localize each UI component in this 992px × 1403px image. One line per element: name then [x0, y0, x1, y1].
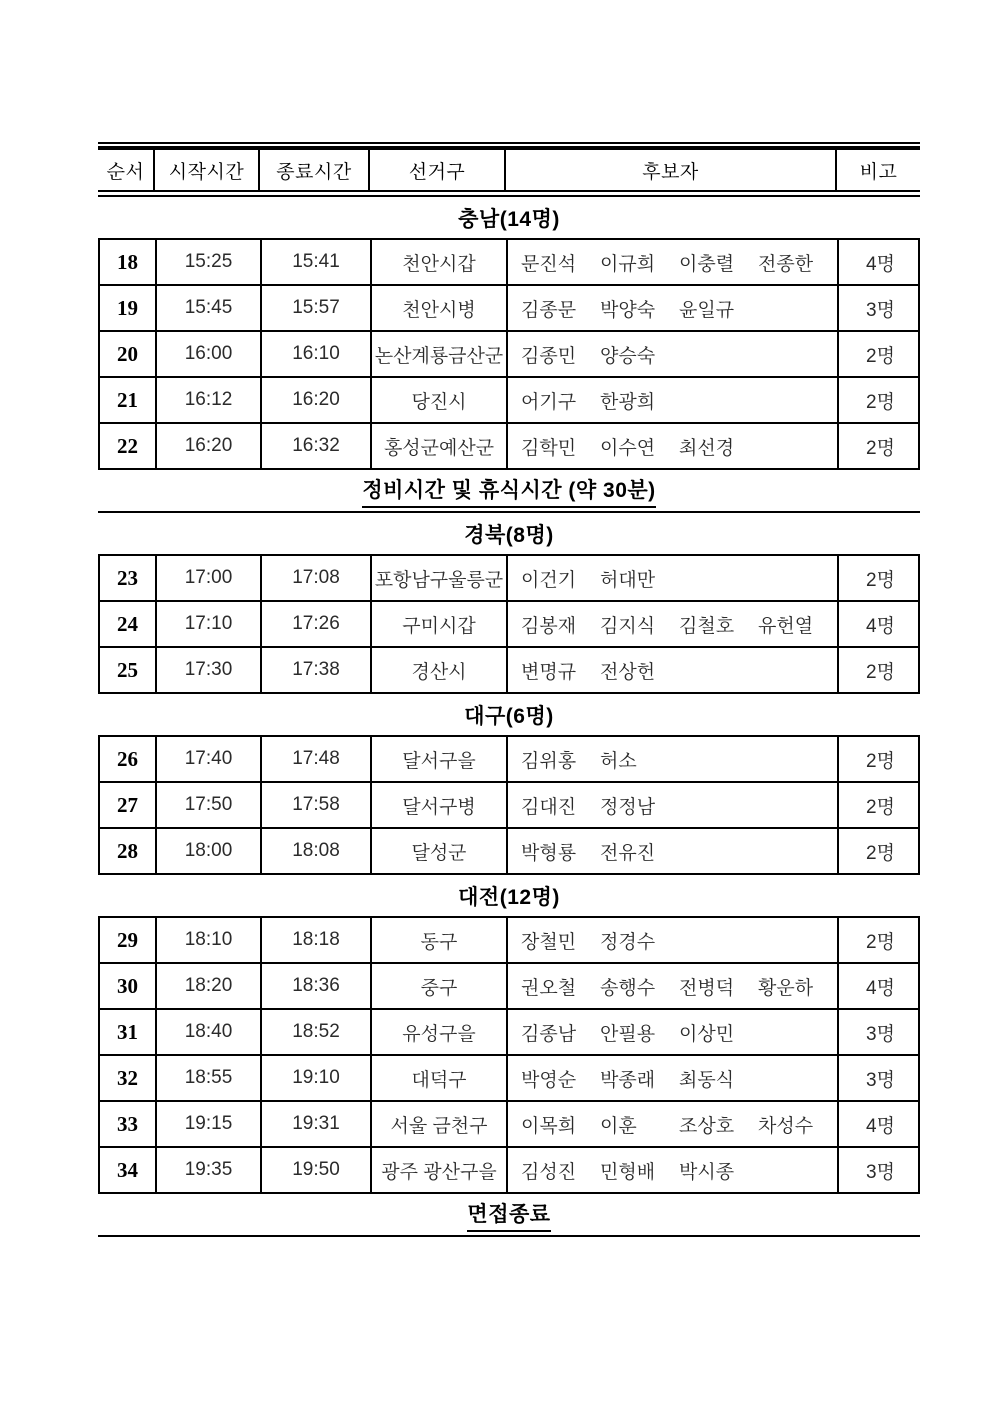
section-row [98, 470, 920, 513]
candidates-cell [506, 1148, 837, 1192]
start-time-cell: 18:20 [155, 964, 260, 1008]
header-bottom-rule [98, 190, 920, 197]
district-cell: 달성군 [370, 829, 506, 873]
district-cell: 서울 금천구 [370, 1102, 506, 1146]
start-time-cell: 18:40 [155, 1010, 260, 1054]
candidates-cell [506, 918, 837, 962]
order-cell: 26 [117, 746, 138, 771]
end-time-cell: 19:50 [260, 1148, 370, 1192]
candidate-name: 이목희 [521, 1115, 577, 1137]
candidates-cell [506, 829, 837, 873]
candidates-cell [506, 737, 837, 781]
table-row [98, 332, 920, 378]
district-cell: 광주 광산구을 [370, 1148, 506, 1192]
note-cell: 2명 [837, 829, 922, 873]
table-row [98, 602, 920, 648]
order-cell: 24 [117, 611, 138, 636]
start-time-cell: 15:45 [155, 286, 260, 330]
order-cell: 22 [117, 433, 138, 458]
candidate-name: 이훈 [600, 1115, 637, 1137]
order-cell: 29 [117, 927, 138, 952]
note-cell: 3명 [837, 1010, 922, 1054]
order-cell: 31 [117, 1019, 138, 1044]
note-cell: 4명 [837, 602, 922, 646]
table-top-rule [98, 142, 920, 150]
candidate-name: 어기구 [521, 391, 577, 413]
section-label: 경북(8명) [464, 523, 554, 547]
district-cell: 동구 [370, 918, 506, 962]
candidate-name: 전유진 [600, 842, 656, 864]
candidate-name: 이수연 [600, 437, 656, 459]
district-cell: 대덕구 [370, 1056, 506, 1100]
start-time-cell: 16:00 [155, 332, 260, 376]
candidates-cell [506, 964, 837, 1008]
end-time-cell: 16:32 [260, 424, 370, 468]
district-cell: 달서구을 [370, 737, 506, 781]
candidate-name: 이상민 [679, 1023, 735, 1045]
end-time-cell: 18:08 [260, 829, 370, 873]
order-cell: 20 [117, 341, 138, 366]
candidate-name: 차성수 [758, 1115, 814, 1137]
order-cell: 32 [117, 1065, 138, 1090]
candidates-cell [506, 602, 837, 646]
table-row [98, 829, 920, 875]
order-cell: 33 [117, 1111, 138, 1136]
table-row [98, 1056, 920, 1102]
candidate-name: 김학민 [521, 437, 577, 459]
end-time-cell: 17:58 [260, 783, 370, 827]
candidates-cell [506, 424, 837, 468]
candidate-name: 김봉재 [521, 615, 577, 637]
table-row [98, 240, 920, 286]
district-cell: 홍성군예산군 [370, 424, 506, 468]
end-time-cell: 18:52 [260, 1010, 370, 1054]
end-time-cell: 16:10 [260, 332, 370, 376]
section-label: 대전(12명) [458, 885, 560, 909]
section-row [98, 513, 920, 556]
section-row [98, 1194, 920, 1237]
candidate-name: 김종민 [521, 345, 577, 367]
candidate-name: 전병덕 [679, 977, 735, 999]
candidate-name: 민형배 [600, 1161, 656, 1183]
table-row [98, 424, 920, 470]
candidate-name: 허소 [600, 750, 637, 772]
section-label: 정비시간 및 휴식시간 (약 30분) [362, 474, 655, 508]
candidate-name: 박시종 [679, 1161, 735, 1183]
table-row [98, 964, 920, 1010]
candidate-name: 박영순 [521, 1069, 577, 1091]
candidate-name: 김지식 [600, 615, 656, 637]
candidate-name: 김성진 [521, 1161, 577, 1183]
candidate-name: 이건기 [521, 569, 577, 591]
note-cell: 4명 [837, 964, 922, 1008]
candidate-name: 박형룡 [521, 842, 577, 864]
order-cell: 30 [117, 973, 138, 998]
table-row [98, 286, 920, 332]
start-time-cell: 17:00 [155, 556, 260, 600]
district-cell: 중구 [370, 964, 506, 1008]
column-header-candidates: 후보자 [504, 150, 835, 190]
candidate-name: 권오철 [521, 977, 577, 999]
candidate-name: 최동식 [679, 1069, 735, 1091]
table-row [98, 1102, 920, 1148]
district-cell: 천안시병 [370, 286, 506, 330]
candidates-cell [506, 1010, 837, 1054]
order-cell: 25 [117, 657, 138, 682]
end-time-cell: 17:26 [260, 602, 370, 646]
note-cell: 3명 [837, 1056, 922, 1100]
candidate-name: 허대만 [600, 569, 656, 591]
candidate-name: 최선경 [679, 437, 735, 459]
table-row [98, 1010, 920, 1056]
order-cell: 21 [117, 387, 138, 412]
candidate-name: 유헌열 [758, 615, 814, 637]
note-cell: 3명 [837, 286, 922, 330]
table-row [98, 783, 920, 829]
start-time-cell: 18:55 [155, 1056, 260, 1100]
candidate-name: 문진석 [521, 253, 577, 275]
candidate-name: 정경수 [600, 931, 656, 953]
start-time-cell: 17:40 [155, 737, 260, 781]
end-time-cell: 17:48 [260, 737, 370, 781]
candidate-name: 윤일규 [679, 299, 735, 321]
table-row [98, 737, 920, 783]
order-cell: 19 [117, 295, 138, 320]
note-cell: 2명 [837, 918, 922, 962]
column-header-start: 시작시간 [153, 150, 258, 190]
end-time-cell: 19:31 [260, 1102, 370, 1146]
start-time-cell: 17:50 [155, 783, 260, 827]
note-cell: 2명 [837, 783, 922, 827]
start-time-cell: 18:00 [155, 829, 260, 873]
candidate-name: 박양숙 [600, 299, 656, 321]
end-time-cell: 18:18 [260, 918, 370, 962]
candidate-name: 조상호 [679, 1115, 735, 1137]
start-time-cell: 17:30 [155, 648, 260, 692]
column-header-district: 선거구 [368, 150, 504, 190]
note-cell: 2명 [837, 648, 922, 692]
interview-schedule-table [98, 142, 920, 1237]
district-cell: 유성구을 [370, 1010, 506, 1054]
candidate-name: 김위홍 [521, 750, 577, 772]
table-body [98, 197, 920, 1237]
district-cell: 논산계룡금산군 [370, 332, 506, 376]
candidate-name: 김대진 [521, 796, 577, 818]
candidates-cell [506, 556, 837, 600]
candidates-cell [506, 1102, 837, 1146]
end-time-cell: 18:36 [260, 964, 370, 1008]
column-header-end: 종료시간 [258, 150, 368, 190]
section-label: 대구(6명) [464, 704, 554, 728]
note-cell: 2명 [837, 378, 922, 422]
section-label: 충남(14명) [458, 207, 560, 231]
order-cell: 18 [117, 249, 138, 274]
end-time-cell: 15:41 [260, 240, 370, 284]
note-cell: 2명 [837, 424, 922, 468]
candidate-name: 전상헌 [600, 661, 656, 683]
column-header-order: 순서 [106, 161, 145, 183]
note-cell: 3명 [837, 1148, 922, 1192]
order-cell: 28 [117, 838, 138, 863]
end-time-cell: 19:10 [260, 1056, 370, 1100]
district-cell: 천안시갑 [370, 240, 506, 284]
table-header-row [98, 150, 920, 190]
start-time-cell: 15:25 [155, 240, 260, 284]
district-cell: 구미시갑 [370, 602, 506, 646]
district-cell: 경산시 [370, 648, 506, 692]
order-cell: 23 [117, 565, 138, 590]
start-time-cell: 16:12 [155, 378, 260, 422]
start-time-cell: 19:15 [155, 1102, 260, 1146]
section-row [98, 875, 920, 918]
note-cell: 4명 [837, 240, 922, 284]
table-row [98, 378, 920, 424]
candidate-name: 황운하 [758, 977, 814, 999]
candidates-cell [506, 286, 837, 330]
candidates-cell [506, 378, 837, 422]
start-time-cell: 17:10 [155, 602, 260, 646]
note-cell: 4명 [837, 1102, 922, 1146]
candidate-name: 김종문 [521, 299, 577, 321]
end-time-cell: 15:57 [260, 286, 370, 330]
candidate-name: 장철민 [521, 931, 577, 953]
table-row [98, 918, 920, 964]
note-cell: 2명 [837, 737, 922, 781]
order-cell: 34 [117, 1157, 138, 1182]
candidates-cell [506, 1056, 837, 1100]
candidates-cell [506, 648, 837, 692]
candidate-name: 정정남 [600, 796, 656, 818]
candidate-name: 김종남 [521, 1023, 577, 1045]
end-time-cell: 16:20 [260, 378, 370, 422]
start-time-cell: 16:20 [155, 424, 260, 468]
order-cell: 27 [117, 792, 138, 817]
table-row [98, 1148, 920, 1194]
district-cell: 포항남구울릉군 [370, 556, 506, 600]
candidates-cell [506, 332, 837, 376]
candidate-name: 전종한 [758, 253, 814, 275]
column-header-note: 비고 [835, 150, 920, 190]
start-time-cell: 18:10 [155, 918, 260, 962]
table-row [98, 648, 920, 694]
start-time-cell: 19:35 [155, 1148, 260, 1192]
candidate-name: 박종래 [600, 1069, 656, 1091]
candidate-name: 양승숙 [600, 345, 656, 367]
section-label: 면접종료 [467, 1198, 550, 1232]
district-cell: 당진시 [370, 378, 506, 422]
candidate-name: 김철호 [679, 615, 735, 637]
candidate-name: 이충렬 [679, 253, 735, 275]
candidate-name: 한광희 [600, 391, 656, 413]
end-time-cell: 17:38 [260, 648, 370, 692]
section-row [98, 197, 920, 240]
candidate-name: 안필용 [600, 1023, 656, 1045]
note-cell: 2명 [837, 332, 922, 376]
candidate-name: 송행수 [600, 977, 656, 999]
note-cell: 2명 [837, 556, 922, 600]
candidates-cell [506, 240, 837, 284]
table-row [98, 556, 920, 602]
candidate-name: 변명규 [521, 661, 577, 683]
candidate-name: 이규희 [600, 253, 656, 275]
end-time-cell: 17:08 [260, 556, 370, 600]
candidates-cell [506, 783, 837, 827]
district-cell: 달서구병 [370, 783, 506, 827]
section-row [98, 694, 920, 737]
